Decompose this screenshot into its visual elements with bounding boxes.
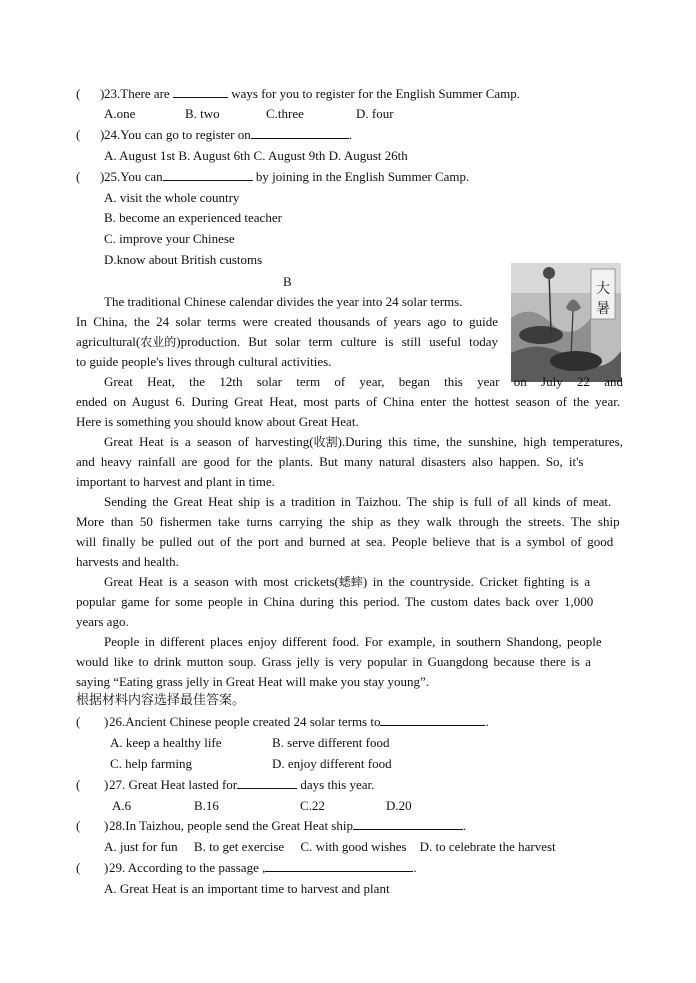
great-heat-illustration <box>511 263 621 382</box>
question-23-options <box>0 106 696 122</box>
answer-bracket-open[interactable]: ( <box>76 860 81 875</box>
p6-line3: saying “Eating grass jelly in Great Heat will make you stay young”. <box>76 674 430 689</box>
answer-bracket-close: ) <box>104 818 109 833</box>
options-line[interactable]: A. just for fun B. to get exercise C. with good wishes D. to celebrate the harvest <box>104 839 556 854</box>
p4-line3: will finally be pulled out of the port and burned at sea. People believe that is a symbol of good <box>76 534 614 549</box>
p4-line4: harvests and health. <box>76 554 179 569</box>
answer-bracket-open[interactable]: ( <box>76 169 81 184</box>
option-b[interactable]: B.16 <box>194 798 219 813</box>
option-c[interactable]: C. help farming <box>110 756 192 771</box>
p6-line1: People in different places enjoy different food. For example, in southern Shandong, people <box>104 634 602 649</box>
answer-bracket-close: ) <box>100 86 105 101</box>
answer-blank[interactable] <box>265 860 413 872</box>
section-heading: B <box>283 274 292 289</box>
question-28-options <box>0 839 696 855</box>
question-27 <box>0 777 696 793</box>
answer-bracket-open[interactable]: ( <box>76 777 81 792</box>
question-stem: 23.There are ways for you to register for the English Summer Camp. <box>104 86 521 101</box>
option-d[interactable]: D.20 <box>386 798 412 813</box>
question-26 <box>0 714 696 730</box>
answer-blank[interactable] <box>353 818 463 830</box>
illustration-caption-bottom: 暑 <box>596 301 610 317</box>
p1-line2: In China, the 24 solar terms were created thousands of years ago to guide <box>76 314 498 329</box>
question-25 <box>0 169 696 185</box>
answer-bracket-open[interactable]: ( <box>76 86 81 101</box>
option-d[interactable]: D. enjoy different food <box>272 756 392 771</box>
p3-line2: and heavy rainfall are good for the plants. But many natural disasters also happen. So, it's <box>76 454 584 469</box>
question-28 <box>0 818 696 834</box>
question-stem: 24.You can go to register on . <box>104 127 352 142</box>
question-stem: 27. Great Heat lasted for days this year. <box>109 777 375 792</box>
p4-line1: Sending the Great Heat ship is a tradition in Taizhou. The ship is full of all kinds of meat. <box>104 494 612 509</box>
option-b[interactable]: B. two <box>185 106 220 121</box>
answer-blank[interactable] <box>163 169 253 181</box>
question-24 <box>0 127 696 143</box>
p3-line3: important to harvest and plant in time. <box>76 474 275 489</box>
p4-line2: More than 50 fishermen take turns carrying the ship as they walk through the streets. The ship <box>76 514 620 529</box>
p1-line4: to guide people's lives through cultural activities. <box>76 354 332 369</box>
answer-bracket-close: ) <box>104 714 109 729</box>
p6-line2: would like to drink mutton soup. Grass jelly is very popular in Guangdong because there is a <box>76 654 591 669</box>
answer-bracket-close: ) <box>100 169 105 184</box>
question-26-options-row2 <box>0 756 696 772</box>
question-stem: 29. According to the passage , . <box>109 860 417 875</box>
question-25-option-c[interactable]: C. improve your Chinese <box>104 231 235 246</box>
question-25-option-b[interactable]: B. become an experienced teacher <box>104 210 282 225</box>
p1-line1: The traditional Chinese calendar divides the year into 24 solar terms. <box>104 294 463 309</box>
answer-blank[interactable] <box>251 127 349 139</box>
question-stem: 25.You can by joining in the English Summer Camp. <box>104 169 470 184</box>
instruction-text: 根据材料内容选择最佳答案。 <box>76 693 246 708</box>
question-27-options <box>0 798 696 814</box>
question-25-option-a[interactable]: A. visit the whole country <box>104 190 240 205</box>
p2-line2: ended on August 6. During Great Heat, most parts of China enter the hottest season of the year. <box>76 394 621 409</box>
answer-bracket-open[interactable]: ( <box>76 818 81 833</box>
answer-bracket-open[interactable]: ( <box>76 714 81 729</box>
p2-line1: Great Heat, the 12th solar term of year, began this year on July 22 and <box>104 374 623 389</box>
option-d[interactable]: D. four <box>356 106 394 121</box>
option-c[interactable]: C.22 <box>300 798 325 813</box>
p5-line2: popular game for some people in China during this period. The custom dates back over 1,000 <box>76 594 594 609</box>
question-24-options <box>0 148 696 164</box>
option-b[interactable]: B. serve different food <box>272 735 390 750</box>
option-a[interactable]: A. keep a healthy life <box>110 735 222 750</box>
p1-line3: agricultural(农业的)production. But solar term culture is still useful today <box>76 334 498 349</box>
question-stem: 26.Ancient Chinese people created 24 solar terms to . <box>109 714 489 729</box>
p3-line1: Great Heat is a season of harvesting(收割).During this time, the sunshine, high temperatures, <box>104 434 623 449</box>
p5-line3: years ago. <box>76 614 129 629</box>
p2-line3: Here is something you should know about Great Heat. <box>76 414 359 429</box>
answer-blank[interactable] <box>380 714 485 726</box>
answer-bracket-close: ) <box>104 860 109 875</box>
question-29 <box>0 860 696 876</box>
option-c[interactable]: C.three <box>266 106 304 121</box>
question-stem: 28.In Taizhou, people send the Great Heat ship . <box>109 818 467 833</box>
option-a[interactable]: A.one <box>104 106 136 121</box>
answer-bracket-close: ) <box>104 777 109 792</box>
answer-blank[interactable] <box>237 777 297 789</box>
answer-bracket-open[interactable]: ( <box>76 127 81 142</box>
question-29-option-a[interactable]: A. Great Heat is an important time to harvest and plant <box>104 881 390 896</box>
illustration-caption-top: 大 <box>596 281 610 297</box>
answer-blank[interactable] <box>173 86 228 98</box>
p5-line1: Great Heat is a season with most crickets(蟋蟀) in the countryside. Cricket fighting is a <box>104 574 591 589</box>
question-23 <box>0 86 696 102</box>
answer-bracket-close: ) <box>100 127 105 142</box>
question-26-options-row1 <box>0 735 696 751</box>
options-line[interactable]: A. August 1st B. August 6th C. August 9th D. August 26th <box>104 148 408 163</box>
question-25-option-d[interactable]: D.know about British customs <box>104 252 263 267</box>
option-a[interactable]: A.6 <box>112 798 132 813</box>
